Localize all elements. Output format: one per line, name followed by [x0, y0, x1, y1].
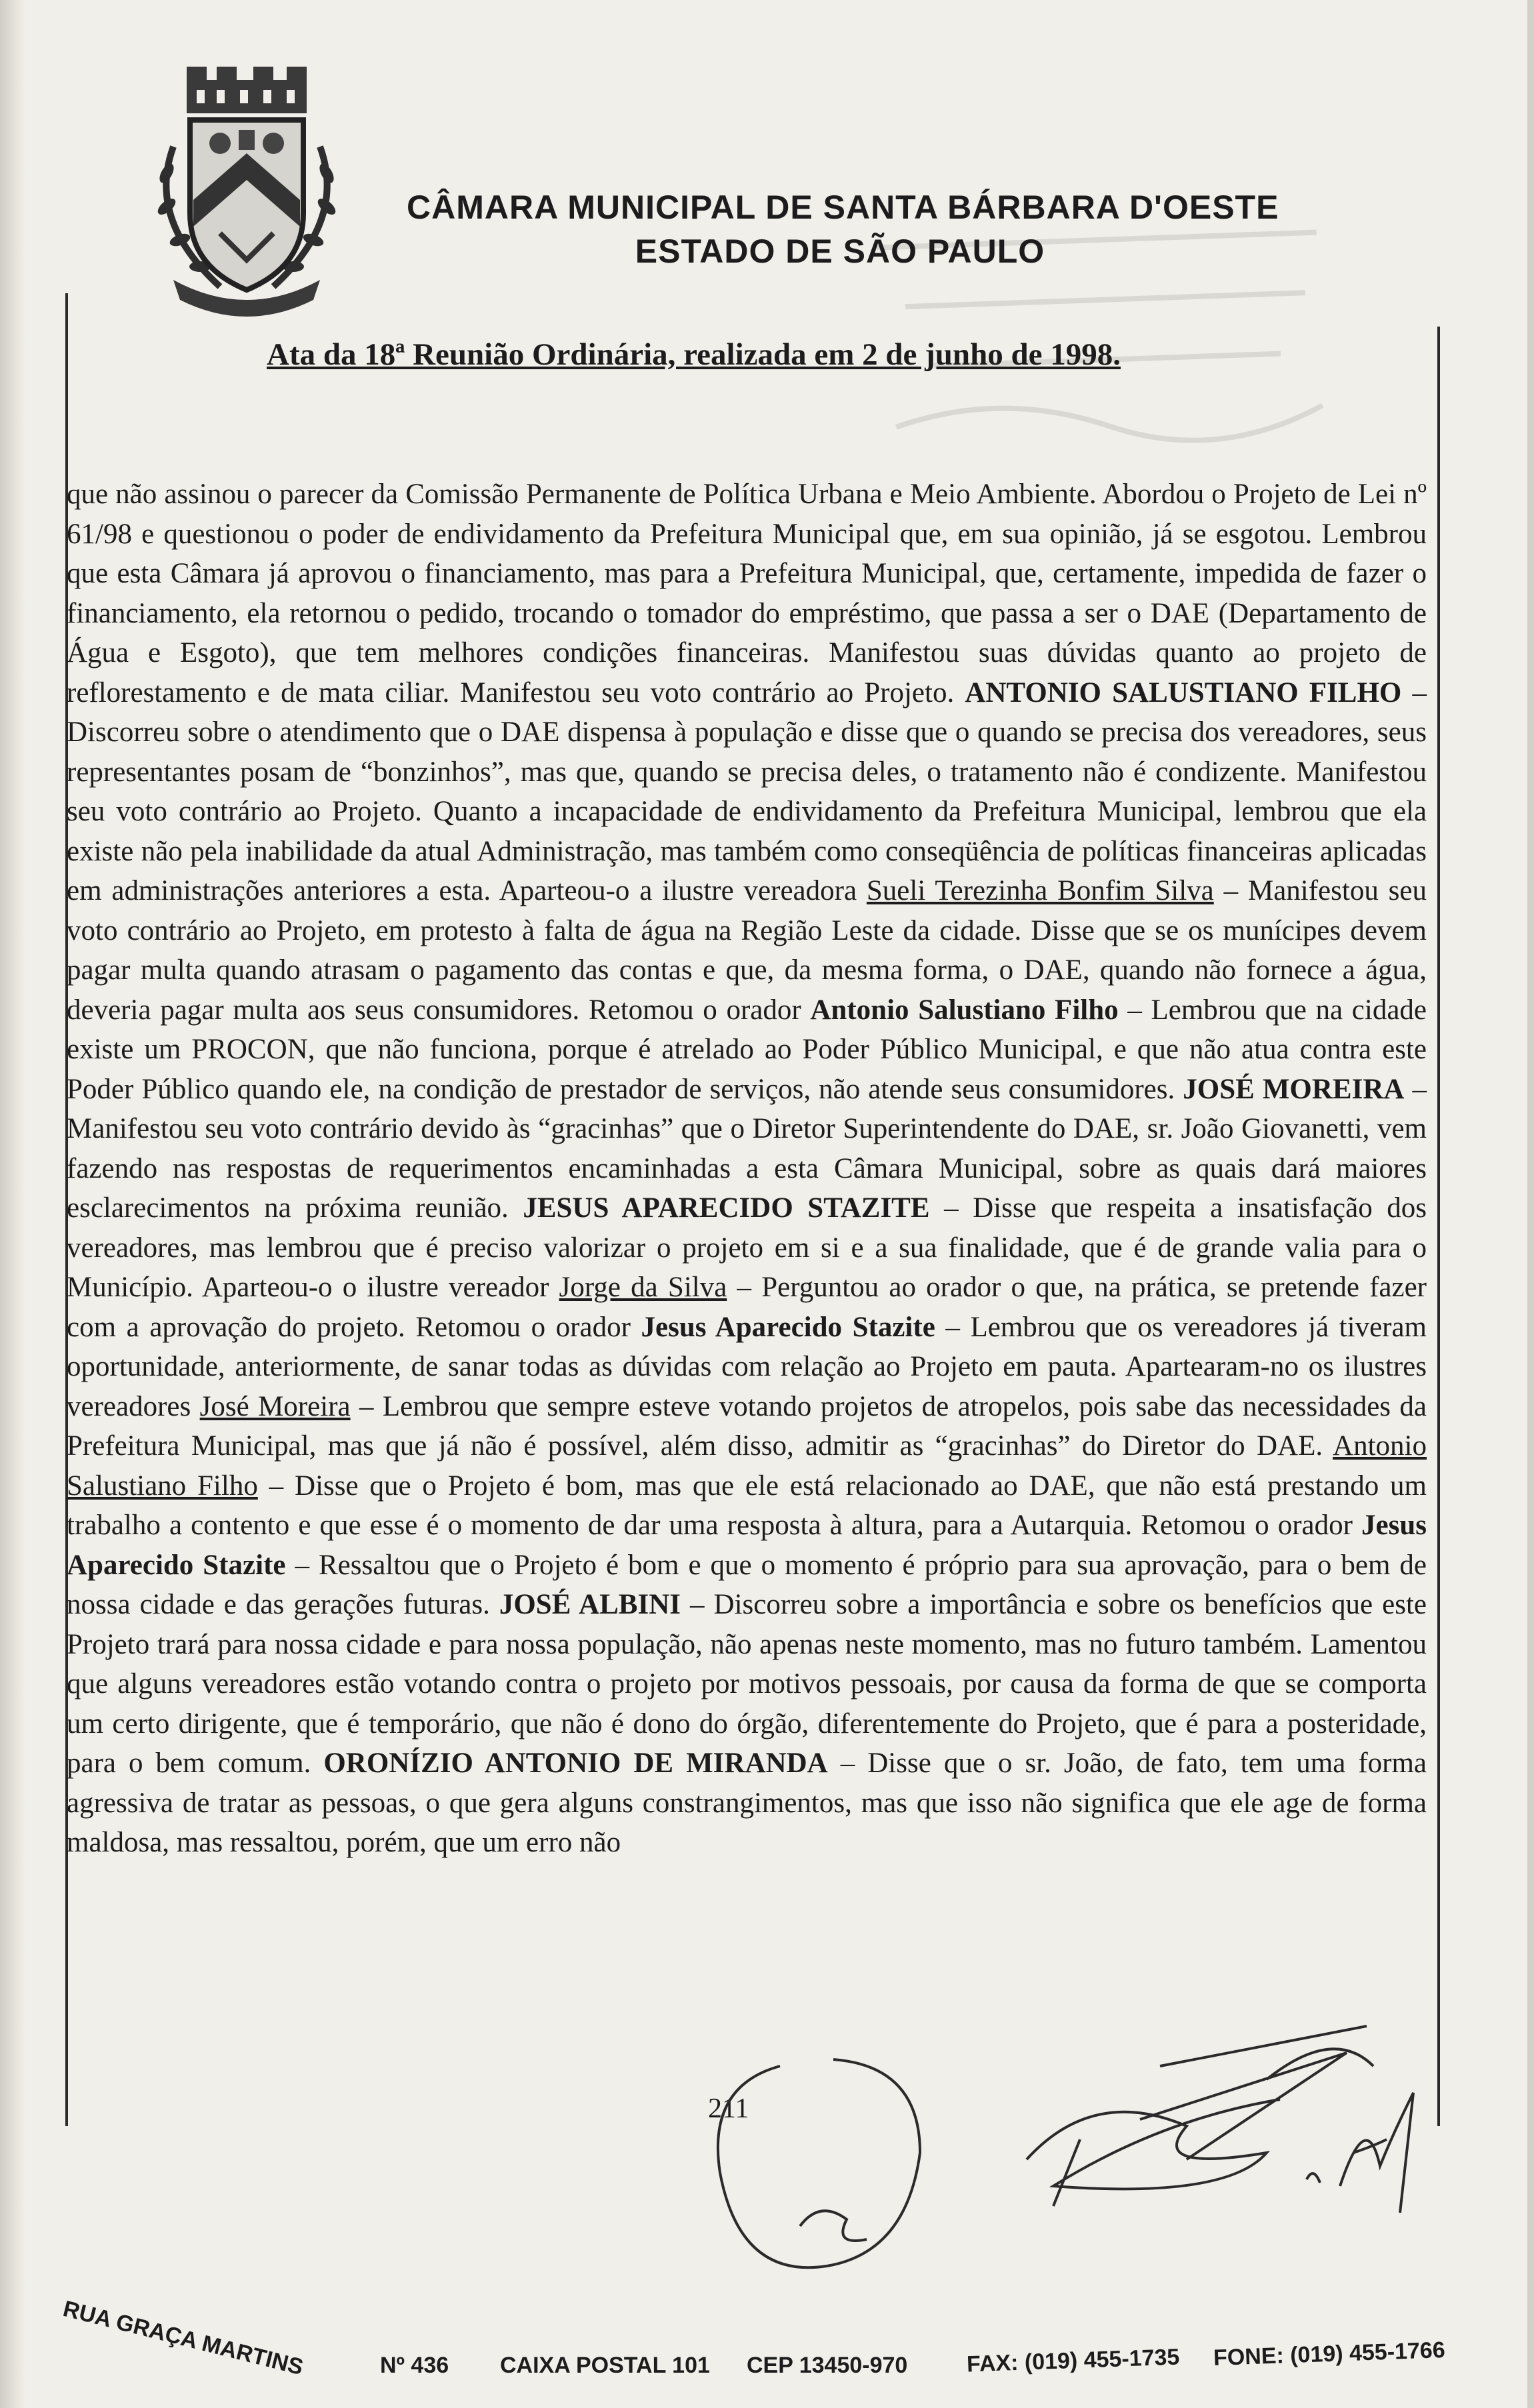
footer-po-box: CAIXA POSTAL 101 [500, 2353, 710, 2378]
footer-postal-code: CEP 13450-970 [747, 2353, 908, 2378]
speaker-name: Jesus Aparecido Stazite [641, 1311, 935, 1343]
text-run: – Manifestou seu voto contrário ao Projeto, em protesto à falta de água na Região Leste da cidade. Disse que se os munícipes devem pagar multa quando atrasam o pagamento das contas e que, da mesma forma, o DAE, quando não fornece a água, deveria pagar multa aos seus consumidores. Retomou o orador [67, 875, 1427, 1026]
text-run: – Lembrou que os vereadores já tiveram oportunidade, anteriormente, de sanar todas as dúvidas com relação ao Projeto em pauta. Apartearam-no os ilustres vereadores [67, 1311, 1427, 1422]
speaker-name: Antonio Salustiano Filho [810, 994, 1119, 1026]
speaker-name: Jesus Aparecido Stazite [67, 1510, 1427, 1581]
page-number: 211 [708, 2093, 749, 2124]
municipal-coat-of-arms-icon [147, 67, 347, 320]
text-run: – Disse que o Projeto é bom, mas que ele está relacionado ao DAE, que não está prestando um trabalho a contento e que esse é o momento de dar uma resposta à altura, para a Autarquia. Retomou o orador [67, 1470, 1427, 1541]
footer-address [60, 2296, 1487, 2403]
scan-right-edge [1527, 0, 1534, 2408]
minutes-paragraph [67, 475, 1427, 1863]
text-run: – Lembrou que na cidade existe um PROCON, que não funciona, porque é atrelado ao Poder Público Municipal, e que não atua contra este Poder Público quando ele, na condição de prestador de serviços, não atende seus consumidores. [67, 994, 1427, 1105]
aparte-speaker: Sueli Terezinha Bonfim Silva [866, 875, 1214, 906]
state-name: ESTADO DE SÃO PAULO [635, 233, 1045, 270]
footer-phone: FONE: (019) 455-1766 [1213, 2337, 1446, 2371]
aparte-speaker: Antonio Salustiano Filho [67, 1430, 1427, 1502]
footer-fax: FAX: (019) 455-1735 [966, 2344, 1180, 2377]
scan-left-edge [0, 0, 27, 2408]
text-run: – Lembrou que sempre esteve votando projetos de atropelos, pois sabe das necessidades da Prefeitura Municipal, mas que já não é possível, além disso, admitir as “gracinhas” do Diretor do DAE. [67, 1390, 1427, 1462]
text-run: – Discorreu sobre a importância e sobre os benefícios que este Projeto trará para nossa cidade e para nossa população, não apenas neste momento, mas no futuro também. Lamentou que alguns vereadores estão votando contra o projeto por motivos pessoais, por causa da forma de que se comporta um certo dirigente, que é temporário, que não é dono do órgão, diferentemente do Projeto, que é para a posteridade, para o bem comum. [67, 1589, 1427, 1779]
letterhead [147, 67, 1413, 347]
aparte-speaker: Jorge da Silva [559, 1272, 727, 1303]
speaker-name: JOSÉ MOREIRA [1183, 1073, 1405, 1105]
footer-street: RUA GRAÇA MARTINS [60, 2296, 306, 2381]
speaker-name: ORONÍZIO ANTONIO DE MIRANDA [323, 1748, 828, 1779]
footer-number: Nº 436 [380, 2353, 449, 2378]
minutes-body [67, 475, 1427, 1863]
text-run: – Discorreu sobre o atendimento que o DAE dispensa à população e disse que o quando se precisa dos vereadores, seus representantes posam de “bonzinhos”, mas que, quando se precisa deles, o tratamento não é condizente. Manifestou seu voto contrário ao Projeto. Quanto a incapacidade de endividamento da Prefeitura Municipal, lembrou que ela existe não pela inabilidade da atual Administração, mas também como conseqüência de políticas financeiras aplicadas em administrações anteriores a esta. Aparteou-o a ilustre vereadora [67, 676, 1427, 906]
text-run: – Disse que respeita a insatisfação dos vereadores, mas lembrou que é preciso valorizar o projeto em si e a sua finalidade, que é de grande valia para o Município. Aparteou-o o ilustre vereador [67, 1192, 1427, 1303]
speaker-name: JOSÉ ALBINI [499, 1589, 681, 1620]
minutes-title: Ata da 18ª Reunião Ordinária, realizada em 2 de junho de 1998. [267, 337, 1121, 372]
right-margin-rule [1437, 327, 1440, 2126]
speaker-name: JESUS APARECIDO STAZITE [523, 1192, 930, 1224]
handwritten-signatures-icon [680, 1986, 1480, 2306]
speaker-name: ANTONIO SALUSTIANO FILHO [965, 676, 1402, 708]
text-run: – Perguntou ao orador o que, na prática, se pretende fazer com a aprovação do projeto. Retomou o orador [67, 1272, 1427, 1343]
text-run: – Disse que o sr. João, de fato, tem uma forma agressiva de tratar as pessoas, o que gera alguns constrangimentos, mas que isso não significa que ele age de forma maldosa, mas ressaltou, porém, que um erro não [67, 1748, 1427, 1858]
text-run: – Ressaltou que o Projeto é bom e que o momento é próprio para sua aprovação, para o bem de nossa cidade e das gerações futuras. [67, 1549, 1427, 1620]
text-run: que não assinou o parecer da Comissão Permanente de Política Urbana e Meio Ambiente. Abordou o Projeto de Lei nº 61/98 e questionou o poder de endividamento da Prefeitura Municipal que, em sua opinião, já se esgotou. Lembrou que esta Câmara já aprovou o financiamento, mas para a Prefeitura Municipal, que, certamente, impedida de fazer o financiamento, ela retornou o pedido, trocando o tomador do empréstimo, que passa a ser o DAE (Departamento de Água e Esgoto), que tem melhores condições financeiras. Manifestou suas dúvidas quanto ao projeto de reflorestamento e de mata ciliar. Manifestou seu voto contrário ao Projeto. [67, 479, 1427, 708]
aparte-speaker: José Moreira [199, 1390, 351, 1422]
text-run: – Manifestou seu voto contrário devido às “gracinhas” que o Diretor Superintendente do DAE, sr. João Giovanetti, vem fazendo nas respostas de requerimentos encaminhadas a esta Câmara Municipal, sobre as quais dará maiores esclarecimentos na próxima reunião. [67, 1073, 1427, 1224]
organization-name: CÂMARA MUNICIPAL DE SANTA BÁRBARA D'OESTE [407, 189, 1279, 226]
